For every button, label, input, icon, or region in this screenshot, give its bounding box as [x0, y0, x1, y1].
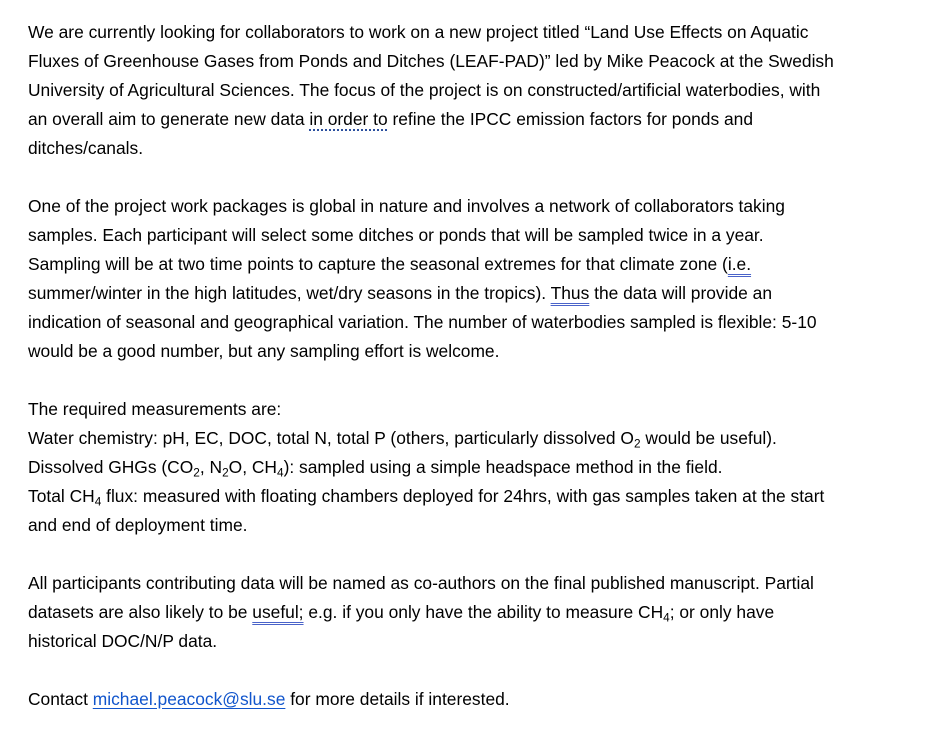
dissolved-ghg-line: Dissolved GHGs ($CO_2$, $N_2O$, $CH_4$): sampled using a simple headspace method in the field. [28, 457, 723, 480]
text-line: Sampling will be at two time points to capture the seasonal extremes for that climate zone (i.e. [28, 254, 752, 274]
text-line: Fluxes of Greenhouse Gases from Ponds and Ditches (LEAF-PAD)” led by Mike Peacock at the Swedish [28, 51, 834, 71]
measurements-intro: The required measurements are: [28, 399, 282, 419]
text-line: ditches/canals. [28, 138, 144, 158]
grammar-suggestion-mark[interactable]: useful; [252, 602, 304, 622]
text-line: One of the project work packages is global in nature and involves a network of collaborators taking [28, 196, 785, 216]
text-line: Contact michael.peacock@slu.se for more details if interested. [28, 689, 510, 709]
grammar-suggestion-mark[interactable]: Thus [550, 283, 590, 303]
authorship-paragraph [28, 569, 928, 656]
paragraph-gap [28, 656, 928, 685]
text-line: an overall aim to generate new data in order to refine the IPCC emission factors for ponds and [28, 109, 754, 129]
paragraph-gap [28, 163, 928, 192]
paragraph-gap [28, 366, 928, 395]
text-line: samples. Each participant will select some ditches or ponds that will be sampled twice in a year. [28, 225, 764, 245]
document-body [28, 18, 928, 714]
water-chemistry-line: Water chemistry: pH, EC, DOC, total N, total P (others, particularly dissolved $O_2$ would be useful). [28, 428, 777, 451]
text-line: All participants contributing data will be named as co-authors on the final published manuscript. Partial [28, 573, 814, 593]
text-line: We are currently looking for collaborators to work on a new project titled “Land Use Effects on Aquatic [28, 22, 809, 42]
text-line: would be a good number, but any sampling effort is welcome. [28, 341, 500, 361]
measurements-paragraph [28, 395, 928, 540]
text-line: indication of seasonal and geographical variation. The number of waterbodies sampled is flexible: 5-10 [28, 312, 817, 332]
text-line: University of Agricultural Sciences. The focus of the project is on constructed/artificial waterbodies, with [28, 80, 821, 100]
text-line: historical DOC/N/P data. [28, 631, 218, 651]
ch4-flux-line: Total $CH_4$ flux: measured with floating chambers deployed for 24hrs, with gas samples taken at the start [28, 486, 825, 509]
text-line: summer/winter in the high latitudes, wet/dry seasons in the tropics). Thus the data will provide an [28, 283, 772, 303]
contact-paragraph [28, 685, 928, 714]
grammar-suggestion-mark[interactable]: i.e. [727, 254, 752, 274]
grammar-suggestion-mark[interactable]: in order to [309, 109, 388, 129]
intro-paragraph [28, 18, 928, 163]
text-line: datasets are also likely to be useful; e.g. if you only have the ability to measure $CH_4$; or only have [28, 602, 775, 625]
email-link[interactable]: michael.peacock@slu.se [92, 689, 286, 709]
work-package-paragraph [28, 192, 928, 366]
text-line: and end of deployment time. [28, 515, 248, 535]
paragraph-gap [28, 540, 928, 569]
